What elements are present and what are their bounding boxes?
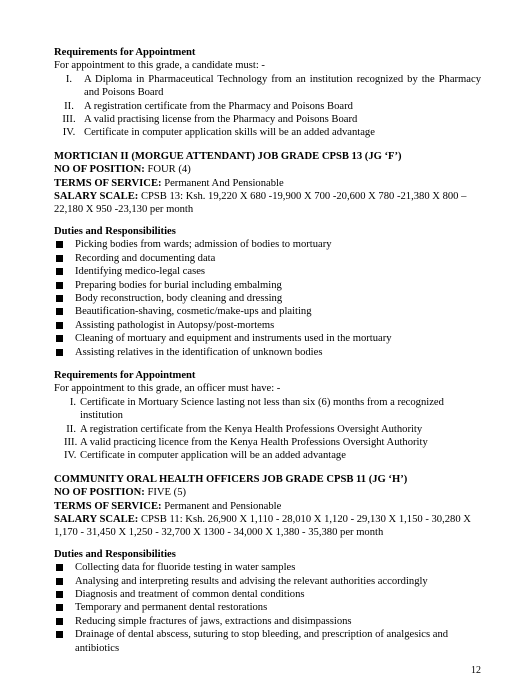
requirements-list bbox=[54, 396, 481, 463]
list-item: Cleaning of mortuary and equipment and instruments used in the mortuary bbox=[54, 332, 481, 345]
terms-line: TERMS OF SERVICE: Permanent And Pensionable bbox=[54, 177, 284, 189]
list-item: Drainage of dental abscess, suturing to stop bleeding, and prescription of analgesics and antibiotics bbox=[54, 628, 481, 655]
bullet-icon bbox=[56, 618, 63, 625]
list-item: Identifying medico-legal cases bbox=[54, 265, 481, 278]
bullet-icon bbox=[56, 255, 63, 262]
bullet-icon bbox=[56, 604, 63, 611]
duties-list bbox=[54, 238, 481, 359]
list-item: Reducing simple fractures of jaws, extractions and disimpassions bbox=[54, 615, 481, 628]
requirements-heading: Requirements for Appointment bbox=[54, 47, 196, 58]
bullet-icon bbox=[56, 308, 63, 315]
list-item: Temporary and permanent dental restorations bbox=[54, 601, 481, 614]
list-item: I. A Diploma in Pharmaceutical Technology from an institution recognized by the Pharmacy and Poisons Board bbox=[65, 73, 481, 99]
list-item: IV. Certificate in computer application skills will be an added advantage bbox=[62, 127, 375, 139]
positions-line: NO OF POSITION: FOUR (4) bbox=[54, 164, 191, 176]
oral-health-section bbox=[54, 473, 481, 655]
salary-line: SALARY SCALE: CPSB 13: Ksh. 19,220 X 680 -19,900 X 700 -20,600 X 780 -21,380 X 800 – 22,180 X 950 -23,130 per month bbox=[54, 191, 467, 216]
bullet-icon bbox=[56, 631, 63, 638]
bullet-icon bbox=[56, 335, 63, 342]
requirements-section-1 bbox=[54, 46, 481, 140]
list-item: Analysing and interpreting results and advising the relevant authorities accordingly bbox=[54, 575, 481, 588]
duties-heading: Duties and Responsibilities bbox=[54, 548, 176, 560]
page-number: 12 bbox=[471, 665, 481, 676]
list-item: II. A registration certificate from the Pharmacy and Poisons Board bbox=[64, 100, 353, 112]
list-item: I. Certificate in Mortuary Science lasting not less than six (6) months from a recognized institution bbox=[69, 396, 444, 422]
positions-line: NO OF POSITION: FIVE (5) bbox=[54, 487, 187, 499]
duties-heading: Duties and Responsibilities bbox=[54, 225, 176, 237]
requirements-intro: For appointment to this grade, an officer must have: - bbox=[54, 383, 281, 395]
mortician-section bbox=[54, 150, 481, 463]
list-item: III. A valid practicing licence from the Kenya Health Professions Oversight Authority bbox=[64, 436, 428, 448]
bullet-icon bbox=[56, 282, 63, 289]
list-item: Picking bodies from wards; admission of bodies to mortuary bbox=[54, 238, 481, 251]
requirements-intro: For appointment to this grade, a candidate must: - bbox=[54, 60, 265, 72]
list-item: Diagnosis and treatment of common dental conditions bbox=[54, 588, 481, 601]
bullet-icon bbox=[56, 591, 63, 598]
bullet-icon bbox=[56, 564, 63, 571]
list-item: Assisting pathologist in Autopsy/post-mortems bbox=[54, 319, 481, 332]
salary-line: SALARY SCALE: CPSB 11: Ksh. 26,900 X 1,110 - 28,010 X 1,120 - 29,130 X 1,150 - 30,280 X 1,170 - 31,450 X 1,250 - 32,700 X 1300 - 34,000 X 1,380 - 35,380 per month bbox=[54, 514, 471, 539]
bullet-icon bbox=[56, 295, 63, 302]
job-title: COMMUNITY ORAL HEALTH OFFICERS JOB GRADE CPSB 11 (JG ‘H’) bbox=[54, 473, 408, 485]
list-item: II. A registration certificate from the Kenya Health Professions Oversight Authority bbox=[66, 423, 423, 435]
list-item: Beautification-shaving, cosmetic/make-ups and plaiting bbox=[54, 305, 481, 318]
list-item: Recording and documenting data bbox=[54, 252, 481, 265]
job-title: MORTICIAN II (MORGUE ATTENDANT) JOB GRADE CPSB 13 (JG ‘F’) bbox=[54, 150, 402, 162]
list-item: IV. Certificate in computer application will be an added advantage bbox=[64, 450, 346, 462]
bullet-icon bbox=[56, 268, 63, 275]
list-item: Body reconstruction, body cleaning and dressing bbox=[54, 292, 481, 305]
duties-list bbox=[54, 561, 481, 655]
bullet-icon bbox=[56, 349, 63, 356]
list-item: Collecting data for fluoride testing in water samples bbox=[54, 561, 481, 574]
bullet-icon bbox=[56, 241, 63, 248]
list-item: Preparing bodies for burial including embalming bbox=[54, 279, 481, 292]
bullet-icon bbox=[56, 322, 63, 329]
list-item: Assisting relatives in the identification of unknown bodies bbox=[54, 346, 481, 359]
bullet-icon bbox=[56, 578, 63, 585]
terms-line: TERMS OF SERVICE: Permanent and Pensionable bbox=[54, 500, 282, 512]
requirements-heading: Requirements for Appointment bbox=[54, 369, 196, 381]
list-item: III. A valid practising license from the Pharmacy and Poisons Board bbox=[62, 114, 358, 126]
requirements-list bbox=[54, 73, 481, 140]
